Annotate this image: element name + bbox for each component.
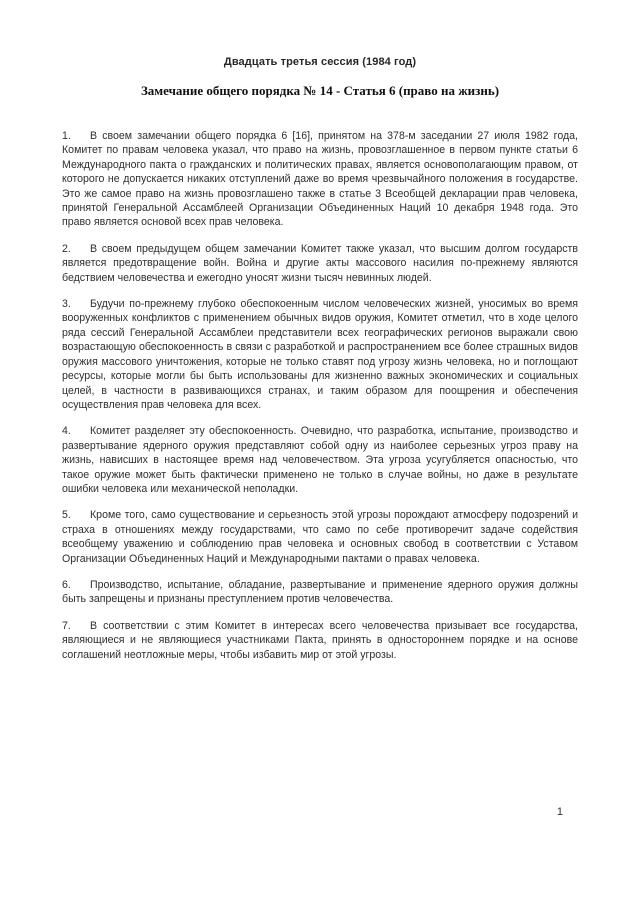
document-paragraph — [62, 424, 578, 496]
session-heading: Двадцать третья сессия (1984 год) — [223, 56, 417, 68]
paragraph-text: Будучи по-прежнему глубоко обеспокоенным числом человеческих жизней, уносимых во время вооруженных конфликтов с применением обычных видов оружия, Комитет отметил, что в ходе целого ряда сессий Генеральной Ассамблеи представители всех географических регионов выражали свою возрастающую обеспокоенность в связи с разработкой и распространением все более страшных видов оружия массового уничтожения, которые не только ставят под угрозу жизнь человека, но и поглощают ресурсы, которые могли бы быть использованы для жизненно важных экономических и социальных целей, в частности в развивающихся странах, и таким образом для поощрения и обеспечения осуществления прав человека для всех. — [62, 298, 578, 411]
paragraph-text: В своем замечании общего порядка 6 [16], принятом на 378-м заседании 27 июля 1982 года, Комитет по правам человека указал, что право на жизнь, провозглашенное в первом пункте статьи 6 Международного пакта о гражданских и политических правах, является основополагающим правом, от которого не допускается никаких отступлений даже во время чрезвычайного положения в государстве. Это же самое право на жизнь провозглашено также в статье 3 Всеобщей декларации прав человека, принятой Генеральной Ассамблеей Организации Объединенных Наций 10 декабря 1948 года. Это право является основой всех прав человека. — [62, 130, 578, 229]
paragraph-number: 5. — [62, 509, 71, 522]
paragraph-number: 7. — [62, 619, 71, 632]
paragraph-number: 6. — [62, 578, 71, 591]
page-title: Замечание общего порядка № 14 - Статья 6 (право на жизнь) — [140, 83, 500, 98]
document-paragraph — [62, 578, 578, 607]
document-paragraph — [62, 508, 578, 566]
page-number: 1 — [556, 806, 563, 818]
document-paragraph — [62, 242, 578, 285]
document-paragraph — [62, 297, 578, 412]
paragraph-number: 1. — [62, 130, 71, 142]
document-body — [62, 129, 578, 662]
document-paragraph — [62, 619, 578, 662]
paragraph-number: 2. — [62, 242, 71, 255]
paragraph-text: Производство, испытание, обладание, развертывание и применение ядерного оружия должны быть запрещены и признаны преступлением против человечества. — [62, 578, 578, 606]
paragraph-number: 4. — [62, 425, 71, 438]
paragraph-number: 3. — [62, 298, 71, 311]
paragraph-text: В соответствии с этим Комитет в интересах всего человечества призывает все государства, являющиеся и не являющиеся участниками Пакта, принять в одностороннем порядке и на основе соглашений неотложные меры, чтобы избавить мир от этой угрозы. — [62, 619, 578, 661]
paragraph-text: Комитет разделяет эту обеспокоенность. Очевидно, что разработка, испытание, производство и развертывание ядерного оружия представляют собой одну из наиболее серьезных угроз праву на жизнь, нависших в настоящее время над человечеством. Эта угроза усугубляется опасностью, что такое оружие может быть фактически применено не только в случае войны, но даже в результате ошибки человека или механической неполадки. — [62, 425, 578, 495]
document-paragraph — [62, 129, 578, 230]
paragraph-text: В своем предыдущем общем замечании Комитет также указал, что высшим долгом государств является предотвращение войн. Война и другие акты массового насилия по-прежнему являются бедствием человечества и ежегодно уносят жизни тысяч невинных людей. — [62, 242, 578, 284]
paragraph-text: Кроме того, само существование и серьезность этой угрозы порождают атмосферу подозрений и страха в отношениях между государствами, что само по себе противоречит задаче содействия всеобщему уважению и соблюдению прав человека и основных свобод в соответствии с Уставом Организации Объединенных Наций и Международными пактами о правах человека. — [62, 509, 578, 565]
